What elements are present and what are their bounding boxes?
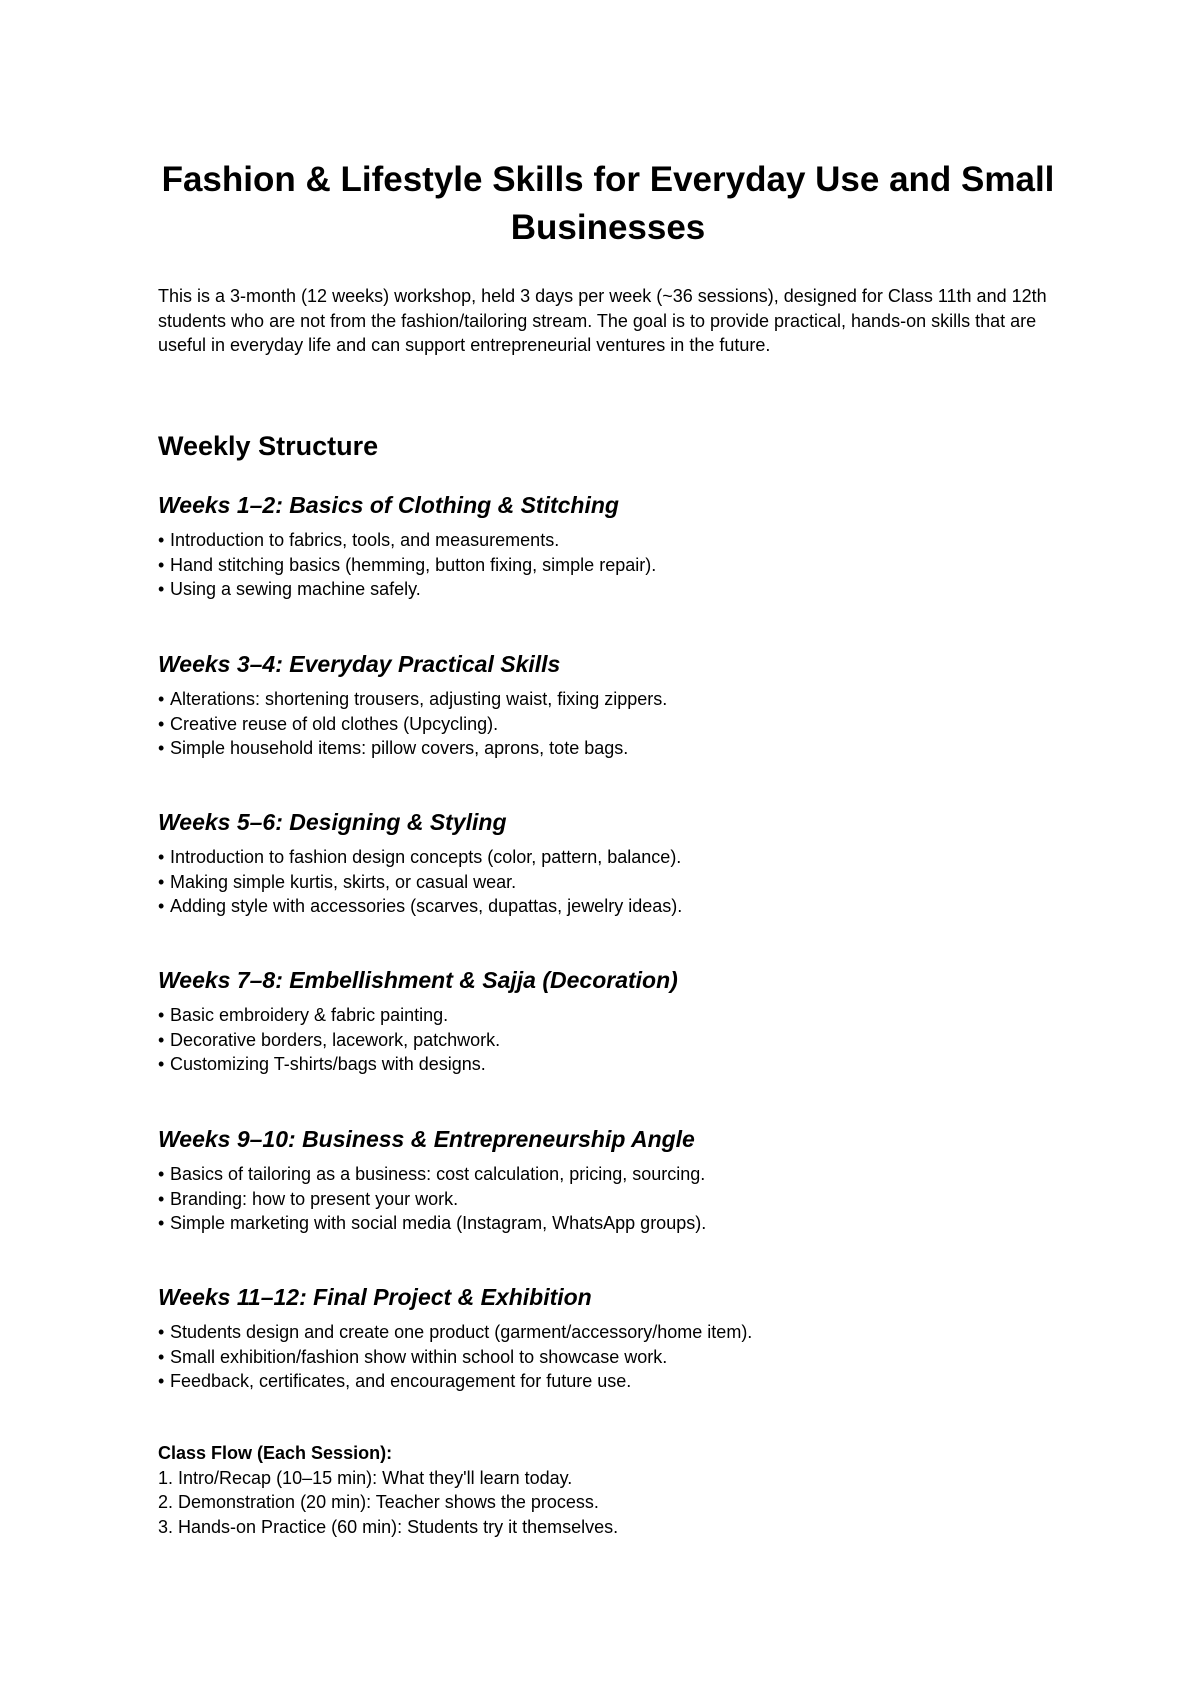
bullet-icon: •: [158, 713, 165, 734]
bullet-icon: •: [158, 530, 165, 550]
bullet-icon: •: [158, 1346, 165, 1367]
week-heading: Weeks 1–2: Basics of Clothing & Stitching: [158, 492, 619, 518]
list-item: • Adding style with accessories (scarves, dupattas, jewelry ideas).: [158, 894, 1058, 919]
bullet-icon: •: [158, 1164, 165, 1184]
week-heading: Weeks 7–8: Embellishment & Sajja (Decoration): [158, 967, 678, 993]
document-title: Fashion & Lifestyle Skills for Everyday Use and Small Businesses: [161, 160, 1055, 247]
week-section-11-12: [158, 1282, 1058, 1394]
bullet-icon: •: [158, 554, 165, 575]
list-item: 2. Demonstration (20 min): Teacher shows the process.: [158, 1492, 599, 1512]
bullet-icon: •: [158, 1213, 165, 1233]
list-item: • Introduction to fashion design concepts (color, pattern, balance).: [158, 845, 1058, 870]
list-item: • Alterations: shortening trousers, adjusting waist, fixing zippers.: [158, 687, 1058, 712]
week-section-7-8: [158, 965, 1058, 1077]
bullet-icon: •: [158, 1322, 165, 1342]
week-section-3-4: [158, 649, 1058, 761]
list-item: • Feedback, certificates, and encouragement for future use.: [158, 1369, 1058, 1394]
bullet-icon: •: [158, 1371, 165, 1391]
list-item: • Hand stitching basics (hemming, button fixing, simple repair).: [158, 553, 1058, 578]
bullet-icon: •: [158, 579, 165, 599]
list-item: • Using a sewing machine safely.: [158, 577, 1058, 602]
bullet-icon: •: [158, 896, 165, 916]
week-items: [158, 1320, 1058, 1394]
list-item: 3. Hands-on Practice (60 min): Students try it themselves.: [158, 1516, 619, 1537]
list-item: • Basics of tailoring as a business: cost calculation, pricing, sourcing.: [158, 1162, 1058, 1187]
intro-paragraph: This is a 3-month (12 weeks) workshop, held 3 days per week (~36 sessions), designed for Class 11th and 12th students who are not from the fashion/tailoring stream. The goal is to provide practical, hands-on skills that are useful in everyday life and can support entrepreneurial ventures in the future.: [158, 286, 1047, 355]
list-item: 1. Intro/Recap (10–15 min): What they'll learn today.: [158, 1467, 573, 1488]
bullet-icon: •: [158, 847, 165, 867]
list-item: • Branding: how to present your work.: [158, 1187, 1058, 1212]
week-items: [158, 1162, 1058, 1236]
list-item: • Basic embroidery & fabric painting.: [158, 1003, 1058, 1028]
bullet-icon: •: [158, 689, 165, 709]
list-item: • Customizing T-shirts/bags with designs.: [158, 1052, 1058, 1077]
bullet-icon: •: [158, 1029, 165, 1050]
list-item: • Introduction to fabrics, tools, and measurements.: [158, 528, 1058, 553]
class-flow-section: [158, 1441, 1058, 1539]
list-item: • Creative reuse of old clothes (Upcycling).: [158, 712, 1058, 737]
list-item: • Decorative borders, lacework, patchwork.: [158, 1028, 1058, 1053]
weekly-structure-heading: Weekly Structure: [158, 431, 379, 461]
class-flow-heading: Class Flow (Each Session):: [158, 1443, 393, 1463]
bullet-icon: •: [158, 871, 165, 892]
class-flow-steps: [158, 1466, 1058, 1540]
list-item: • Simple marketing with social media (Instagram, WhatsApp groups).: [158, 1211, 1058, 1236]
week-heading: Weeks 5–6: Designing & Styling: [158, 809, 507, 835]
week-items: [158, 687, 1058, 761]
week-heading: Weeks 11–12: Final Project & Exhibition: [158, 1284, 592, 1310]
week-section-1-2: [158, 490, 1058, 602]
list-item: • Students design and create one product (garment/accessory/home item).: [158, 1320, 1058, 1345]
week-items: [158, 528, 1058, 602]
week-section-5-6: [158, 807, 1058, 919]
week-heading: Weeks 9–10: Business & Entrepreneurship Angle: [158, 1126, 695, 1152]
list-item: • Making simple kurtis, skirts, or casual wear.: [158, 870, 1058, 895]
list-item: • Simple household items: pillow covers, aprons, tote bags.: [158, 736, 1058, 761]
week-items: [158, 845, 1058, 919]
bullet-icon: •: [158, 1188, 165, 1209]
week-items: [158, 1003, 1058, 1077]
week-heading: Weeks 3–4: Everyday Practical Skills: [158, 651, 561, 677]
list-item: • Small exhibition/fashion show within school to showcase work.: [158, 1345, 1058, 1370]
bullet-icon: •: [158, 738, 165, 758]
week-section-9-10: [158, 1124, 1058, 1236]
bullet-icon: •: [158, 1054, 165, 1074]
bullet-icon: •: [158, 1005, 165, 1025]
